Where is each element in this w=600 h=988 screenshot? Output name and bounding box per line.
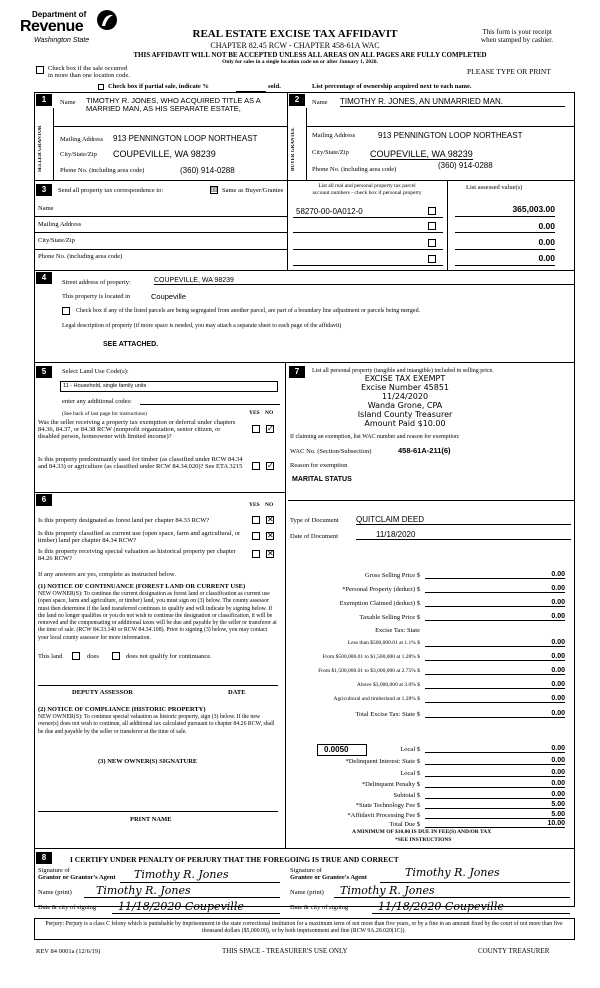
buyer-city-label: City/State/Zip: [312, 149, 349, 156]
personal-property-checkbox[interactable]: [428, 207, 436, 215]
stamp-line: 11/24/2020: [381, 392, 429, 401]
land-use-value: 11 - Household, single family units: [63, 383, 147, 389]
land-use-select[interactable]: [60, 381, 278, 392]
notice2-body: NEW OWNER(S): To continue special valuation as historic property, sign (3) below. If the new owner(s) does not wish to continue, all additional tax calculated pursuant to chapter 84.26 RCW, shall be due and payable by the seller or transferor at the time of sale.: [38, 714, 275, 735]
tax-row-label: Excise Tax: State: [375, 627, 420, 634]
tax-row-label: *Personal Property (deduct) $: [342, 586, 420, 593]
local-rate-value: 0.0050: [324, 745, 349, 754]
tax-row-value[interactable]: 0.00: [425, 585, 565, 593]
s6-q3-no[interactable]: ✕: [267, 549, 274, 558]
section4-bottom-rule: [34, 362, 575, 363]
logo-dept: Department of: [32, 10, 87, 19]
seller-city-value[interactable]: COUPEVILLE, WA 98239: [113, 149, 216, 159]
list-pct-note: List percentage of ownership acquired next to each name.: [312, 83, 472, 90]
tax-row-label: Taxable Selling Price $: [359, 614, 420, 621]
legal-description-label: Legal description of property (if more space is needed, you may attach a separate sheet to each page of the affidavit): [62, 323, 342, 329]
buyer-side-rule: [306, 108, 307, 180]
buyer-phone-value[interactable]: (360) 914-0288: [438, 161, 493, 170]
grantor-date-line: [112, 913, 280, 914]
print-name-line[interactable]: [38, 811, 278, 812]
tax-row-label: Exemption Claimed (deduct) $: [339, 600, 420, 607]
stamp-line: Island County Treasurer: [357, 410, 453, 419]
seller-phone-label: Phone No. (including area code): [60, 167, 145, 174]
land-use-label: Select Land Use Code(s):: [62, 368, 129, 375]
assessed-line: [455, 232, 555, 233]
parcel-line: [293, 249, 443, 250]
s6-q2-no[interactable]: ✕: [267, 531, 274, 540]
tax-row-value[interactable]: 0.00: [425, 695, 565, 703]
min-due-note: A MINIMUM OF $10.00 IS DUE IN FEE(S) AND/OR TAX: [352, 829, 492, 835]
perjury-text: Perjury: Perjury is a class C felony which is punishable by imprisonment in the state correctional institution for a maximum term of not more than five years, or by a fine in an amount fixed by the court of not more than five thousand dollars ($5,000.00), or by both imprisonment and fine (RCW 9A.20.020(1C)).: [45, 921, 563, 934]
section3-city-label: City/State/Zip: [38, 237, 75, 244]
assessed-line: [455, 265, 555, 266]
form-title: REAL ESTATE EXCISE TAX AFFIDAVIT: [192, 28, 398, 40]
s6-q1: Is this property designated as forest land per chapter 84.33 RCW?: [38, 517, 210, 524]
tax-row-label: Local $: [400, 746, 420, 753]
grantor-sig-label: [38, 868, 116, 881]
tax-row-label: Total Due $: [389, 821, 420, 828]
land-does-label: does: [87, 653, 99, 660]
form-chapter: CHAPTER 82.45 RCW - CHAPTER 458-61A WAC: [210, 41, 380, 50]
section3-name-label: Name: [38, 205, 54, 212]
section6-number: 6: [36, 494, 52, 506]
stamp-line: Excise Number 45851: [360, 383, 450, 392]
local-rate-box[interactable]: [317, 744, 367, 756]
parcel-line: [293, 217, 443, 218]
tax-row-label: Local $: [400, 770, 420, 777]
this-land-label: This land: [38, 653, 63, 660]
street-address-label: Street address of property:: [62, 279, 131, 286]
dor-logo: [20, 6, 130, 46]
s6-q3: Is this property receiving special valuation as historical property per chapter 84.26 RCW?: [38, 548, 236, 562]
grantor-name-label: Name (print): [38, 889, 72, 896]
same-as-buyer-label: Same as Buyer/Grantee: [222, 187, 284, 194]
land-does-checkbox[interactable]: [72, 652, 80, 660]
personal-property-checkbox[interactable]: [428, 239, 436, 247]
tax-row-value[interactable]: 0.00: [425, 653, 565, 661]
section2-number: 2: [289, 94, 305, 106]
parcel-value-divider: [447, 180, 448, 270]
parcel-number[interactable]: 58270-00-0A012-0: [296, 207, 363, 216]
tax-row-value[interactable]: 0.00: [425, 639, 565, 647]
assessed-value[interactable]: 0.00: [538, 253, 555, 263]
stamp-line: Amount Paid $10.00: [364, 419, 446, 428]
buyer-city-value[interactable]: COUPEVILLE, WA 98239: [370, 149, 473, 159]
deputy-date-label: DATE: [228, 689, 246, 696]
section7-number: 7: [289, 366, 305, 378]
assessed-line: [455, 216, 555, 217]
tax-row-value[interactable]: 0.00: [425, 681, 565, 689]
grantor-name-value[interactable]: Timothy R. Jones: [96, 884, 191, 897]
section7-bottom-rule: [34, 848, 575, 849]
grantee-name-label: Name (print): [290, 889, 324, 896]
grantee-sig-label2: Grantee or Grantee's Agent: [290, 873, 367, 881]
located-in-label: This property is located in: [62, 293, 131, 300]
buyer-phone-label: Phone No. (including area code): [312, 166, 397, 173]
receipt-line1: This form is your receipt: [482, 28, 552, 36]
seller-mailing-label: Mailing Address: [60, 136, 104, 143]
grantor-sig-line: [120, 882, 280, 883]
parcel-line: [293, 232, 443, 233]
wac-label: WAC No. (Section/Subsection): [290, 448, 372, 455]
s6-q3-yes[interactable]: [252, 550, 260, 558]
tax-row-value[interactable]: 0.00: [425, 745, 565, 753]
notice1-body: NEW OWNER(S): To continue the current designation as forest land or classification as current use (open space, farm and agriculture, or timber) land, you must sign on (3) below. The county assessor must then determine if the land transferred continues to qualify and will indicate by signing below. If the land no longer qualifies or you do not wish to continue the designation or classification, it will be removed and the compensating or additional taxes will be due and payable by the seller or transferor at the time of sale. (RCW 84.33.140 or RCW 84.34.108). Prior to signing (3) below, you may contact your local county assessor for more information.: [38, 591, 277, 641]
see-back-label: (See back of last page for instructions): [62, 411, 147, 417]
assessed-value[interactable]: 365,003.00: [512, 204, 555, 214]
legal-description-value[interactable]: SEE ATTACHED.: [103, 341, 159, 348]
section3-mailing-label: Mailing Address: [38, 221, 82, 228]
new-owner-sig-label: (3) NEW OWNER(S) SIGNATURE: [98, 758, 198, 765]
section5-bottom-rule: [34, 492, 285, 493]
tax-row-value[interactable]: 0.00: [425, 769, 565, 777]
parcel-header: [292, 183, 442, 197]
segregated-label: Check box if any of the listed parcels are being segregated from another parcel, are part of a boundary line adjustment or parcels being merged.: [76, 308, 421, 314]
seller-side-rule: [53, 108, 54, 180]
section3-divider: [287, 180, 288, 270]
tax-row-value[interactable]: 0.00: [425, 571, 565, 579]
treasurer-only: THIS SPACE - TREASURER'S USE ONLY: [222, 947, 348, 955]
grantor-date-city-value[interactable]: 11/18/2020 Coupeville: [118, 900, 244, 913]
partial-sale-label: Check box if partial sale, indicate %: [108, 83, 209, 90]
s6-q1-yes[interactable]: [252, 516, 260, 524]
reason-label: Reason for exemption: [290, 462, 348, 469]
claiming-exemption-label: If claiming an exemption, list WAC number and reason for exemption:: [290, 434, 460, 440]
tax-row-value[interactable]: 0.00: [425, 757, 565, 765]
same-as-buyer-checkbox[interactable]: ☒: [211, 186, 218, 194]
certify-label: I CERTIFY UNDER PENALTY OF PERJURY THAT THE FOREGOING IS TRUE AND CORRECT: [70, 855, 399, 864]
additional-codes-field[interactable]: [140, 404, 280, 405]
seller-side-label: SELLER GRANTOR: [38, 125, 43, 173]
grantee-name-value[interactable]: Timothy R. Jones: [340, 884, 435, 897]
grantee-sig-line: [380, 882, 570, 883]
multiple-location-checkbox[interactable]: [36, 66, 44, 74]
section12-bottom-rule: [34, 180, 575, 181]
logo-swirl-icon: [96, 8, 118, 32]
tax-row-value[interactable]: 5.00: [425, 801, 565, 809]
tax-row-label: Less than $500,000.01 at 1.1% $: [347, 640, 420, 646]
doc-date-label: Date of Document: [290, 533, 339, 540]
tax-row-label: From $1,500,000.01 to $3,000,000 at 2.75% $: [318, 668, 420, 674]
buyer-name-rule: [307, 126, 575, 127]
assessed-header: List assessed value(s): [466, 184, 523, 191]
personal-property-label: List all personal property (tangible and intangible) included in selling price.: [312, 368, 494, 374]
left-right-divider: [285, 362, 286, 848]
notice2-title: (2) NOTICE OF COMPLIANCE (HISTORIC PROPERTY): [38, 706, 206, 713]
grantee-date-line: [372, 913, 570, 914]
seller-mailing-value[interactable]: 913 PENNINGTON LOOP NORTHEAST: [113, 134, 258, 143]
deputy-assessor-line[interactable]: [38, 685, 278, 686]
s3-city-rule: [34, 249, 288, 250]
tax-row-label: *Delinquent Penalty $: [361, 781, 420, 788]
section12-divider: [287, 92, 288, 180]
print-name-label: PRINT NAME: [130, 816, 172, 823]
assessed-line: [455, 249, 555, 250]
tax-row-label: Gross Selling Price $: [364, 572, 420, 579]
multiple-location-label1: Check box if the sale occurred: [48, 65, 128, 72]
grantee-sig-label: [290, 868, 367, 881]
s6-q1-no[interactable]: ✕: [267, 515, 274, 524]
partial-sold: sold.: [268, 83, 281, 90]
s6-yes-header: YES: [249, 502, 260, 508]
segregated-checkbox[interactable]: [62, 307, 70, 315]
s5-q1-yes[interactable]: [252, 425, 260, 433]
section3-bottom-rule: [34, 270, 575, 271]
assessed-value[interactable]: 0.00: [538, 221, 555, 231]
assessed-value[interactable]: 0.00: [538, 237, 555, 247]
seller-name-label: Name: [60, 99, 76, 106]
s6-if-yes: If any answers are yes, complete as instructed below.: [38, 571, 176, 578]
grantor-signature[interactable]: Timothy R. Jones: [134, 868, 229, 881]
s5-q2: Is this property predominantly used for timber (as classified under RCW 84.34 and 84.33) or agriculture (as classified under RCW 84.34.020)? See ETA 3215: [38, 456, 243, 470]
grantor-sig-label2: Grantor or Grantor's Agent: [38, 873, 116, 881]
s3-name-rule: [34, 216, 288, 217]
s6-no-header: NO: [265, 502, 274, 508]
reason-value[interactable]: MARITAL STATUS: [292, 476, 352, 483]
s5-q2-yes[interactable]: [252, 462, 260, 470]
buyer-name-label: Name: [312, 99, 328, 106]
section1-number: 1: [36, 94, 52, 106]
parcel-line: [293, 265, 443, 266]
tax-row-label: Agricultural and timberland at 1.28% $: [333, 696, 420, 702]
stamp-line: Wanda Grone, CPA: [367, 401, 443, 410]
wac-value[interactable]: 458-61A-211(6): [398, 446, 451, 455]
form-number: REV 84 0001a (12/6/19): [36, 948, 101, 955]
deputy-assessor-label: DEPUTY ASSESSOR: [72, 689, 133, 696]
see-instructions: *SEE INSTRUCTIONS: [395, 837, 452, 843]
tax-row-value[interactable]: 0.00: [425, 791, 565, 799]
doc-date-value[interactable]: 11/18/2020: [356, 530, 571, 540]
land-does-not-checkbox[interactable]: [112, 652, 120, 660]
s5-q1-no[interactable]: ✓: [267, 424, 274, 433]
notice1-title: (1) NOTICE OF CONTINUANCE (FOREST LAND OR CURRENT USE): [38, 583, 246, 590]
buyer-mailing-value[interactable]: 913 PENNINGTON LOOP NORTHEAST: [378, 131, 523, 140]
tax-row-value[interactable]: 0.00: [425, 613, 565, 621]
buyer-mailing-label: Mailing Address: [312, 132, 356, 139]
s3-mail-rule: [34, 232, 288, 233]
land-does-not-label: does not qualify for continuance.: [126, 653, 212, 660]
buyer-name-value[interactable]: TIMOTHY R. JONES, AN UNMARRIED MAN.: [340, 97, 565, 107]
seller-phone-value[interactable]: (360) 914-0288: [180, 166, 235, 175]
county-treasurer: COUNTY TREASURER: [478, 947, 550, 955]
grantee-date-city-value[interactable]: 11/18/2020 Coupeville: [378, 900, 504, 913]
grantee-sig-label1: Signature of: [290, 867, 322, 874]
tax-row-label: From $500,000.01 to $1,500,000 at 1.28% $: [322, 654, 420, 660]
street-address-value[interactable]: COUPEVILLE, WA 98239: [154, 277, 574, 285]
s5-q1: Was the seller receiving a property tax exemption or deferral under chapters 84.36, 84.37, or 84.38 RCW (nonprofit organization, senior citizen, or disabled person, homeowner with limited income)?: [38, 419, 236, 440]
partial-sale-checkbox[interactable]: [98, 84, 104, 90]
parcel-header-line1: List all real and personal property tax parcel: [318, 183, 416, 189]
reason-rule: [288, 500, 575, 501]
s5-no-header: NO: [265, 410, 274, 416]
tax-row-value[interactable]: 0.00: [425, 710, 565, 718]
section5-number: 5: [36, 366, 52, 378]
doc-type-label: Type of Document: [290, 517, 339, 524]
tax-row-value[interactable]: 0.00: [425, 780, 565, 788]
tax-row-label: *State Technology Fee $: [355, 802, 420, 809]
tax-row-label: Subtotal $: [393, 792, 420, 799]
seller-name-value[interactable]: TIMOTHY R. JONES, WHO ACQUIRED TITLE AS A MARRIED MAN, AS HIS SEPARATE ESTATE,: [86, 96, 261, 113]
additional-codes-label: enter any additional codes:: [62, 398, 132, 405]
type-or-print: PLEASE TYPE OR PRINT: [467, 67, 551, 76]
form-only-for: Only for sales in a single location code on or after January 1, 2020.: [222, 59, 378, 65]
grantor-sig-label1: Signature of: [38, 867, 70, 874]
tax-row-label: *Affidavit Processing Fee $: [347, 812, 420, 819]
grantee-signature[interactable]: Timothy R. Jones: [405, 866, 500, 879]
s5-yes-header: YES: [249, 410, 260, 416]
seller-city-label: City/State/Zip: [60, 151, 97, 158]
section8-number: 8: [36, 852, 52, 864]
personal-property-checkbox[interactable]: [428, 222, 436, 230]
s6-q2-yes[interactable]: [252, 532, 260, 540]
doc-type-value[interactable]: QUITCLAIM DEED: [356, 515, 571, 525]
receipt-note: [462, 28, 572, 44]
section3-phone-label: Phone No. (including area code): [38, 253, 123, 260]
multiple-location-label2: in more than one location code.: [48, 72, 130, 79]
section4-number: 4: [36, 272, 52, 284]
grantor-date-city-label: Date & city of signing: [38, 904, 97, 911]
tax-row-value[interactable]: 0.00: [425, 599, 565, 607]
s6-q2: Is this property classified as current use (open space, farm and agricultural, or timber) land per chapter 84.34 RCW?: [38, 530, 241, 544]
grantor-name-line: [84, 897, 280, 898]
tax-row-value[interactable]: 10.00: [425, 820, 565, 828]
seller-name-rule: [54, 126, 287, 127]
grantee-name-line: [334, 897, 570, 898]
s5-q2-no[interactable]: ✓: [267, 461, 274, 470]
stamp-line: EXCISE TAX EXEMPT: [364, 374, 446, 383]
grantee-date-city-label: Date & city of signing: [290, 904, 349, 911]
section3-number: 3: [36, 184, 52, 196]
tax-row-label: *Delinquent Interest: State $: [345, 758, 420, 765]
buyer-side-label: BUYER GRANTEE: [291, 127, 296, 171]
located-in-value[interactable]: Coupeville: [151, 292, 187, 301]
tax-row-label: Above $3,000,000 at 3.0% $: [356, 682, 420, 688]
receipt-line2: when stamped by cashier.: [481, 36, 553, 44]
parcel-header-line2: account numbers - check box if personal property: [312, 190, 422, 196]
tax-row-label: Total Excise Tax: State $: [355, 711, 420, 718]
tax-row-value[interactable]: 5.00: [425, 811, 565, 819]
tax-row-value[interactable]: 0.00: [425, 667, 565, 675]
personal-property-checkbox[interactable]: [428, 255, 436, 263]
form-warning: THIS AFFIDAVIT WILL NOT BE ACCEPTED UNLESS ALL AREAS ON ALL PAGES ARE FULLY COMPLETED: [133, 51, 487, 59]
section3-send-label: Send all property tax correspondence to:: [58, 187, 164, 194]
logo-agency: Revenue: [20, 18, 84, 35]
logo-state: Washington State: [34, 37, 90, 44]
